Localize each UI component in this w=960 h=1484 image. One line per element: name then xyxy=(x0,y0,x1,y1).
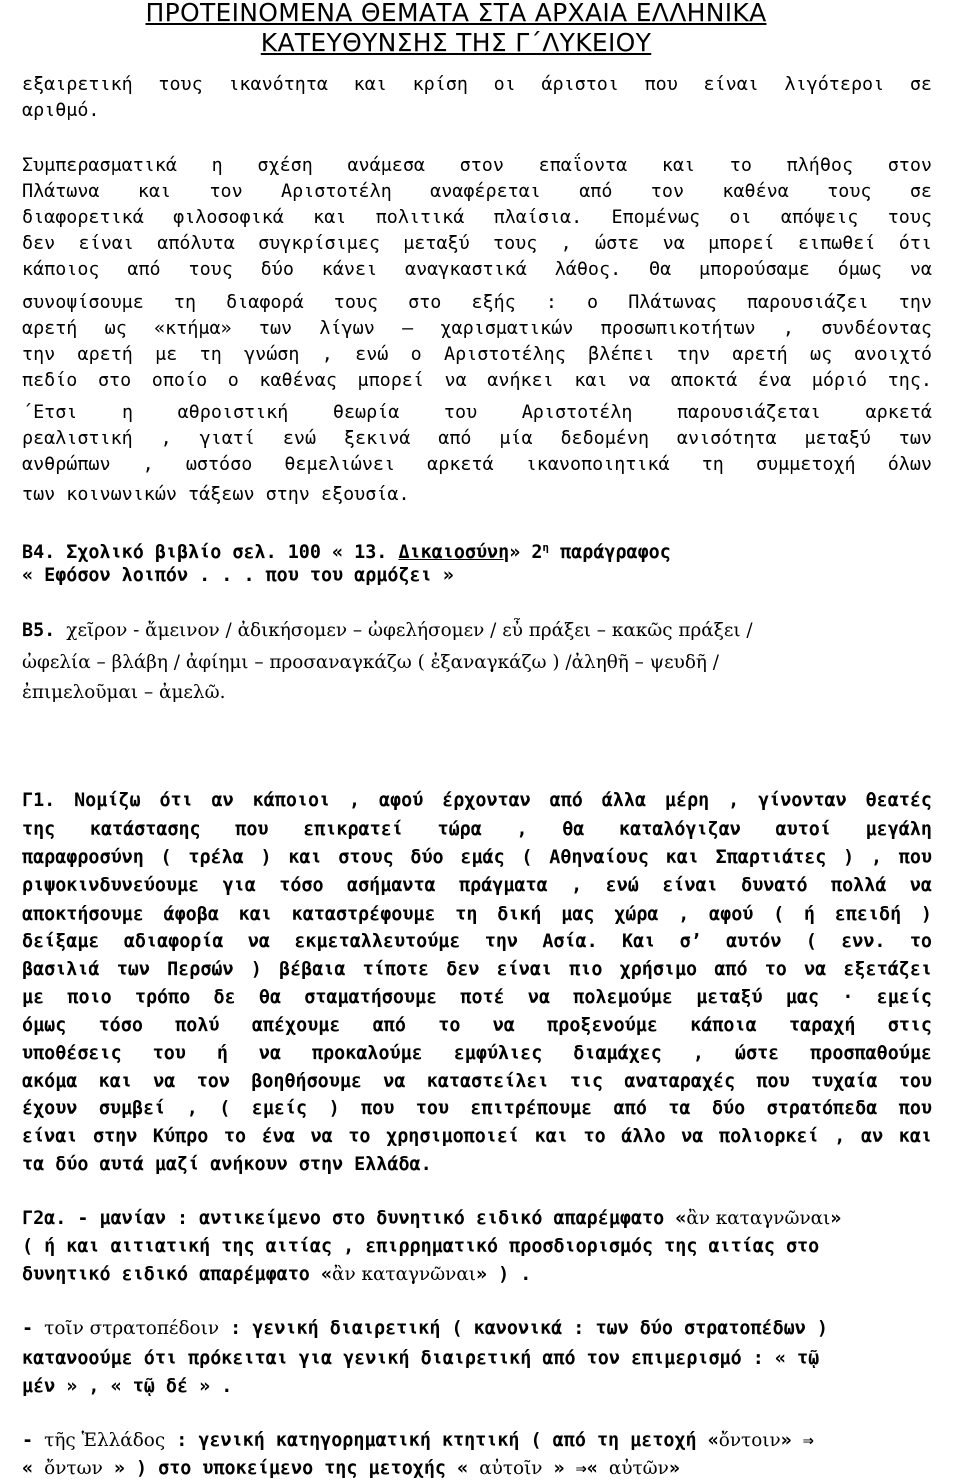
answer-b5-label: Β5. xyxy=(22,620,67,641)
answer-c1-line: παραφροσύνη ( τρέλα ) και στους δύο εμάς ( Αθηναίους και Σπαρτιάτες ) , που xyxy=(22,847,932,868)
answer-c2c-text: » ) στο υποκείμενο της μετοχής « xyxy=(102,1458,480,1479)
answer-c2b-text: : γενική διαιρετική ( κανονικά : των δύο στρατοπέδων ) xyxy=(219,1318,828,1339)
text-line: συνοψίσουμε τη διαφορά τους στο εξής : ο Πλάτωνας παρουσιάζει την xyxy=(22,292,932,313)
greek-phrase: αὐτῶν xyxy=(608,1458,669,1479)
text-line: αριθμό. xyxy=(22,100,100,121)
text-line: την αρετή με τη γνώση , ενώ ο Αριστοτέλης βλέπει την αρετή ως ανοιχτό xyxy=(22,344,932,365)
text-line: δεν είναι απόλυτα συγκρίσιμες μεταξύ τους , ώστε να μπορεί ειπωθεί ότι xyxy=(22,233,932,254)
answer-c1-line: έχουν συμβεί , ( εμείς ) που του επιτρέπουμε από τα δύο στρατόπεδα που xyxy=(22,1098,932,1119)
answer-b5-line-2: ὠφελία – βλάβη / ἀφίημι – προσαναγκάζω ( ἐξαναγκάζω ) /ἀληθῆ – ψευδῆ / xyxy=(22,652,719,673)
text-line: αρετή ως «κτήμα» των λίγων – χαρισματικών προσωπικοτήτων , συνδέοντας xyxy=(22,318,932,339)
answer-c1-line: όμως τόσο πολύ απέχουμε από το να προξενούμε κάποια ταραχή στις xyxy=(22,1015,932,1036)
text-line: διαφορετικά φιλοσοφικά και πολιτικά πλαίσια. Επομένως οι απόψεις τους xyxy=(22,207,932,228)
text-line: των κοινωνικών τάξεων στην εξουσία. xyxy=(22,484,410,505)
greek-phrase: τοῖν στρατοπέδοιν xyxy=(44,1318,219,1339)
document-title-line-1: ΠΡΟΤΕΙΝΟΜΕΝΑ ΘΕΜΑΤΑ ΣΤΑ ΑΡΧΑΙΑ ΕΛΛΗΝΙΚΑ xyxy=(145,0,767,27)
answer-b5-line-3: ἐπιμελοῦμαι – ἀμελῶ. xyxy=(22,682,226,703)
greek-phrase: αὐτοῖν xyxy=(479,1458,543,1479)
text-line: Συμπερασματικά η σχέση ανάμεσα στον επαΐοντα και το πλήθος στον xyxy=(22,155,932,176)
answer-c2a-text: » xyxy=(830,1208,842,1229)
answer-c2c-text: « xyxy=(22,1458,45,1479)
answer-c1-line: της κατάστασης που επικρατεί τώρα , θα καταλόγιζαν αυτοί μεγάλη xyxy=(22,819,932,840)
answer-c1-line: ριψοκινδυνεύουμε για τόσο ασήμαντα πράγματα , ενώ είναι δυνατό πολλά να xyxy=(22,875,932,896)
text-line: εξαιρετική τους ικανότητα και κρίση οι άριστοι που είναι λιγότεροι σε xyxy=(22,74,932,95)
answer-c1-line: υποθέσεις του ή να προκαλούμε εμφύλιες διαμάχες , ώστε προσπαθούμε xyxy=(22,1043,932,1064)
text-line: Πλάτωνα και τον Αριστοτέλη αναφέρεται από τον καθένα τους σε xyxy=(22,181,932,202)
answer-c2b xyxy=(22,1316,932,1342)
answer-b4-text: Β4. Σχολικό βιβλίο σελ. 100 « 13. xyxy=(22,542,399,564)
text-line: κάποιος από τους δύο κάνει αναγκαστικά λάθος. Θα μπορούσαμε όμως να xyxy=(22,259,932,280)
arrow-icon: » ⇒« xyxy=(542,1458,609,1479)
document-title-line-2: ΚΑΤΕΥΘΥΝΣΗΣ ΤΗΣ Γ΄ΛΥΚΕΙΟΥ xyxy=(260,28,652,57)
answer-c2a xyxy=(22,1206,932,1232)
answer-c2c-line-2 xyxy=(22,1456,932,1482)
answer-c2a-text: δυνητικό ειδικό απαρέμφατο « xyxy=(22,1264,333,1285)
answer-c1-line: βασιλιά των Περσών ) βέβαια τίποτε δεν είναι πιο χρήσιμο από το να εξετάζει xyxy=(22,959,932,980)
answer-b4-text: » 2 xyxy=(509,542,543,564)
answer-c1-line: είναι στην Κύπρο το ένα να το χρησιμοποιεί και το άλλο να πολιορκεί , αν και xyxy=(22,1126,932,1147)
text-line: ΄Ετσι η αθροιστική θεωρία του Αριστοτέλη παρουσιάζεται αρκετά xyxy=(22,402,932,423)
answer-c2c-text: - xyxy=(22,1430,45,1451)
greek-phrase: ὄντοιν xyxy=(718,1430,781,1451)
text-line: πεδίο στο οποίο ο καθένας μπορεί να ανήκει και να αποκτά ένα μόριό της. xyxy=(22,370,932,391)
answer-c2b-line-2: κατανοούμε ότι πρόκειται για γενική διαιρετική από τον επιμερισμό : « τῷ xyxy=(22,1348,820,1369)
answer-b4-superscript: η xyxy=(542,541,550,554)
answer-b4-line-2: « Εφόσον λοιπόν . . . που του αρμόζει » xyxy=(22,565,454,586)
arrow-icon: » ⇒ xyxy=(780,1430,814,1451)
answer-c2a-text: » ) . xyxy=(475,1264,532,1285)
greek-phrase: ὄντων xyxy=(44,1458,103,1479)
answer-c1-line: αποκτήσουμε άφοβα και καταστρέφουμε τη δική μας χώρα , αφού ( ή επειδή ) xyxy=(22,904,932,925)
answer-c2c-text: : γενική κατηγορηματική κτητική ( από τη μετοχή « xyxy=(165,1430,719,1451)
answer-b5 xyxy=(22,618,932,644)
text-line: ρεαλιστική , γιατί ενώ ξεκινά από μία δεδομένη ανισότητα μεταξύ των xyxy=(22,428,932,449)
answer-c1-line: δείξαμε αδιαφορία να εκμεταλλευτούμε την Ασία. Και σ’ αυτόν ( ενν. το xyxy=(22,931,932,952)
greek-phrase: τῆς Ἑλλάδος xyxy=(44,1430,166,1451)
answer-c2a-text: Γ2α. - μανίαν : αντικείμενο στο δυνητικό ειδικό απαρέμφατο « xyxy=(22,1208,687,1229)
answer-c2c xyxy=(22,1428,932,1454)
answer-c2a-line-2: ( ή και αιτιατική της αιτίας , επιρρηματικό προσδιορισμός της αιτίας στο xyxy=(22,1236,820,1257)
answer-b4 xyxy=(22,535,932,566)
greek-phrase: ἂν καταγνῶναι xyxy=(332,1264,476,1285)
answer-c2c-text: » xyxy=(668,1458,680,1479)
answer-c1-line: τα δύο αυτά μαζί ανήκουν στην Ελλάδα. xyxy=(22,1154,432,1175)
answer-c1-line: ακόμα και να τον βοηθήσουμε να καταστείλει τις αναταραχές που τυχαία του xyxy=(22,1071,932,1092)
answer-c1-line: με ποιο τρόπο δε θα σταματήσουμε ποτέ να πολεμούμε μεταξύ μας · εμείς xyxy=(22,987,932,1008)
answer-c2a-line-3 xyxy=(22,1262,932,1288)
answer-c2b-line-3: μέν » , « τῷ δέ » . xyxy=(22,1376,233,1397)
text-line: ανθρώπων , ωστόσο θεμελιώνει αρκετά ικανοποιητικά τη συμμετοχή όλων xyxy=(22,454,932,475)
answer-b4-underlined: Δικαιοσύνη xyxy=(398,542,510,564)
greek-phrase: ἂν καταγνῶναι xyxy=(686,1208,831,1229)
answer-b5-text: χεῖρον - ἄμεινον / ἀδικήσομεν – ὠφελήσομεν / εὖ πράξει – κακῶς πράξει / xyxy=(66,620,753,641)
answer-c1-line: Γ1. Νομίζω ότι αν κάποιοι , αφού έρχονταν από άλλα μέρη , γίνονταν θεατές xyxy=(22,790,932,811)
answer-c2b-text: - xyxy=(22,1318,45,1339)
answer-b4-text: παράγραφος xyxy=(549,542,671,564)
